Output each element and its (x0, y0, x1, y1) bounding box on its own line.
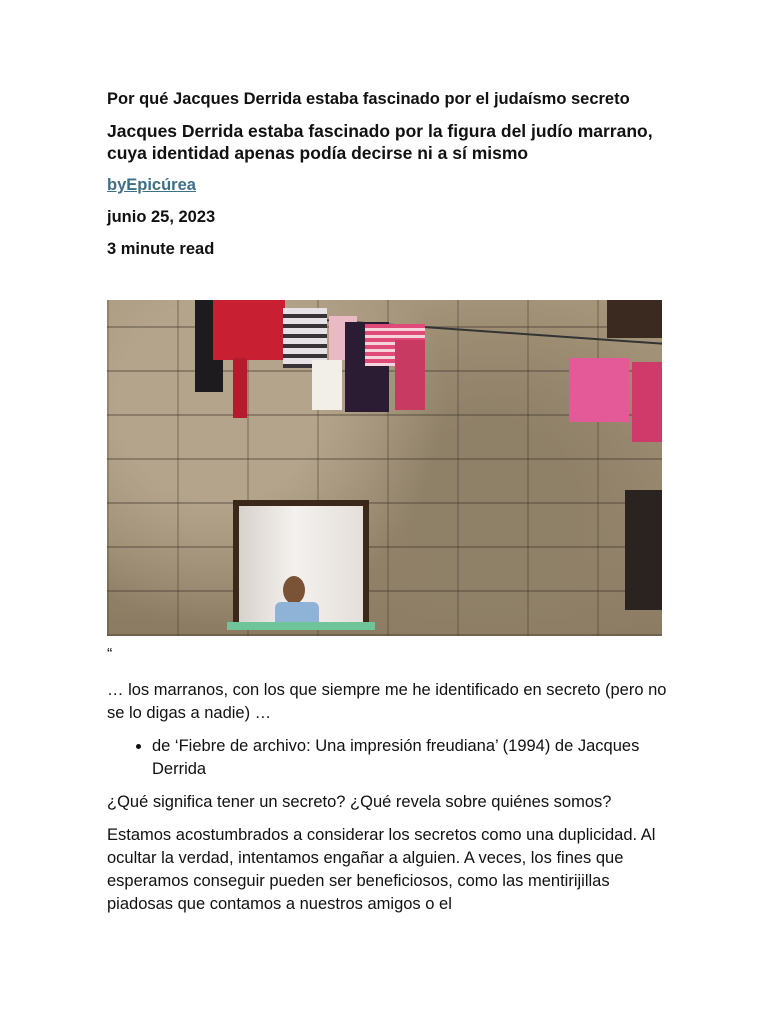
garment-red-sweater (213, 300, 285, 360)
woman-body (275, 602, 319, 624)
article-title: Por qué Jacques Derrida estaba fascinado por el judaísmo secreto (107, 90, 630, 108)
body-paragraph: Estamos acostumbrados a considerar los secretos como una duplicidad. Al ocultar la verdad, intentamos engañar a alguien. A veces, los fines que esperamos conseguir pueden ser beneficiosos, como las mentirijillas piadosas que contamos a nuestros amigos o el (107, 826, 656, 913)
garment-pink-pants (395, 340, 425, 410)
garment-striped-shirt (283, 308, 327, 368)
side-window (625, 490, 662, 610)
publish-date: junio 25, 2023 (107, 208, 216, 226)
attribution-list (107, 735, 667, 781)
hero-image (107, 300, 662, 636)
woman-head (283, 576, 305, 604)
garment-pink-towel (569, 358, 629, 422)
garment-white (312, 360, 342, 410)
question-paragraph: ¿Qué significa tener un secreto? ¿Qué revela sobre quiénes somos? (107, 793, 612, 811)
curtain (239, 506, 363, 622)
epigraph-quote: … los marranos, con los que siempre me he identificado en secreto (pero no se lo digas a nadie) … (107, 681, 667, 722)
upper-window (607, 300, 662, 338)
open-window (233, 500, 369, 628)
garment-pink-right (632, 362, 662, 442)
article-header (107, 88, 662, 260)
read-time: 3 minute read (107, 240, 215, 258)
article-subtitle: Jacques Derrida estaba fascinado por la figura del judío marrano, cuya identidad apenas podía decirse ni a sí mismo (107, 121, 653, 163)
window-sill (227, 622, 375, 630)
quote-mark: “ (107, 646, 113, 663)
author-link[interactable]: byEpicúrea (107, 176, 196, 194)
attribution-item: • de ‘Fiebre de archivo: Una impresión freudiana’ (1994) de Jacques Derrida (152, 735, 667, 781)
article-body (107, 645, 667, 916)
garment-red-sleeve (233, 358, 247, 418)
